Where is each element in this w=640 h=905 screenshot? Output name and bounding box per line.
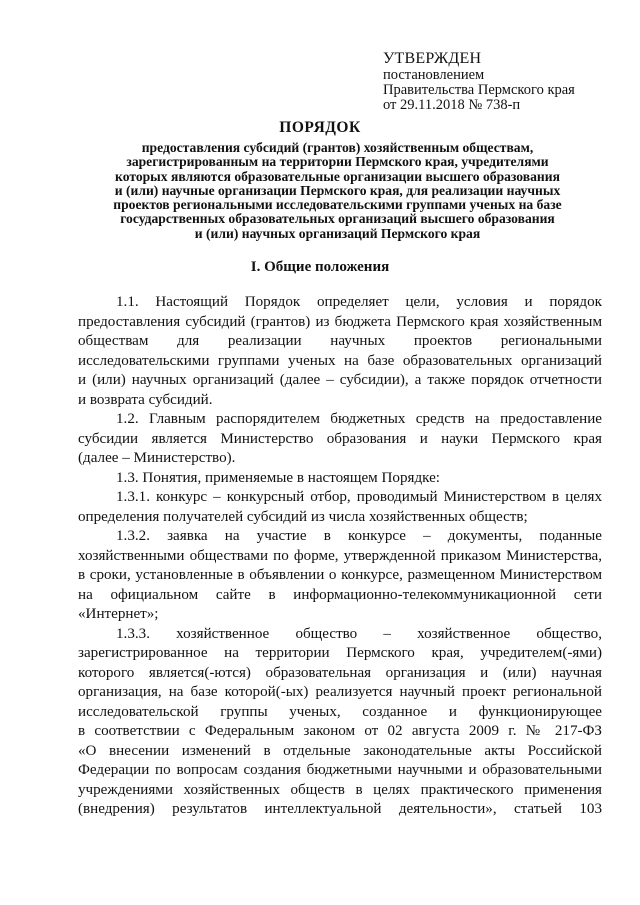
body-line: 1.3.1. конкурс – конкурсный отбор, проводимый Министерством в целях [116, 489, 602, 505]
body-line: обществам для реализации научных проектов региональными [78, 333, 602, 349]
body-line: 1.3. Понятия, применяемые в настоящем Порядке: [116, 469, 440, 486]
body-line: исследовательскими группами ученых на базе образовательных организаций [78, 352, 602, 369]
body-line: хозяйственными обществами по форме, утвержденной приказом Министерства, [78, 547, 602, 564]
body-line: «Интернет»; [78, 606, 159, 622]
document-title: ПОРЯДОК [279, 119, 361, 136]
body-line: 1.3.2. заявка на участие в конкурсе – документы, поданные [116, 528, 602, 544]
subtitle-line: государственных образовательных организаций высшего образования [120, 211, 555, 227]
body-line: 1.2. Главным распорядителем бюджетных средств на предоставление [116, 411, 602, 427]
body-line: на официальном сайте в информационно-телекоммуникационной сети [78, 586, 602, 603]
body-line: «О внесении изменений в отдельные законодательные акты Российской [78, 742, 602, 759]
document-subtitle [70, 141, 605, 241]
body-line: 1.1. Настоящий Порядок определяет цели, условия и порядок [116, 294, 602, 310]
subtitle-line: и (или) научные организации Пермского края, для реализации научных [114, 182, 561, 198]
document-body [78, 293, 602, 820]
body-line: в соответствии с Федеральным законом от 02 августа 2009 г. № 217-ФЗ [78, 723, 602, 739]
body-line: исследовательской группы ученых, созданное и функционирующее [78, 703, 602, 720]
subtitle-line: зарегистрированным на территории Пермского края, учредителями [126, 154, 549, 170]
approval-line: от 29.11.2018 № 738-п [383, 97, 521, 113]
body-line: (внедрения) результатов интеллектуальной деятельности», статьей 103 [78, 801, 602, 817]
body-line: субсидии является Министерство образования и науки Пермского края [78, 430, 602, 447]
subtitle-line: которых являются образовательные организации высшего образования [115, 168, 560, 184]
body-line: предоставления субсидий (грантов) из бюджета Пермского края хозяйственным [78, 313, 602, 330]
approval-heading: УТВЕРЖДЕН [383, 50, 482, 67]
approval-line: постановлением [383, 67, 485, 83]
approval-stamp [383, 50, 575, 113]
body-line: организация, на базе которой(-ых) реализуется научный проект региональной [78, 684, 602, 700]
subtitle-line: и (или) научных организаций Пермского края [194, 225, 481, 241]
section-heading: I. Общие положения [250, 259, 390, 275]
subtitle-line: предоставления субсидий (грантов) хозяйственным обществам, [141, 140, 534, 155]
body-line: зарегистрированное на территории Пермского края, учредителем(-ями) [78, 645, 602, 661]
body-line: определения получателей субсидий из числа хозяйственных обществ; [78, 508, 528, 525]
body-line: в сроки, установленные в объявлении о конкурсе, размещенном Министерством [78, 567, 602, 583]
body-line: которого является(-ются) образовательная организация и (или) научная [78, 664, 602, 681]
body-line: и (или) научных организаций (далее – субсидии), а также порядок отчетности [78, 372, 602, 388]
body-line: Федерации по вопросам создания бюджетными научными и образовательными [78, 762, 602, 778]
body-line: учреждениями хозяйственных обществ в целях практического применения [78, 781, 602, 798]
subtitle-line: проектов региональными исследовательскими группами ученых на базе [113, 197, 562, 213]
approval-line: Правительства Пермского края [383, 82, 575, 98]
body-line: 1.3.3. хозяйственное общество – хозяйственное общество, [116, 625, 602, 642]
body-line: и возврата субсидий. [78, 391, 213, 408]
body-line: (далее – Министерство). [78, 450, 236, 466]
